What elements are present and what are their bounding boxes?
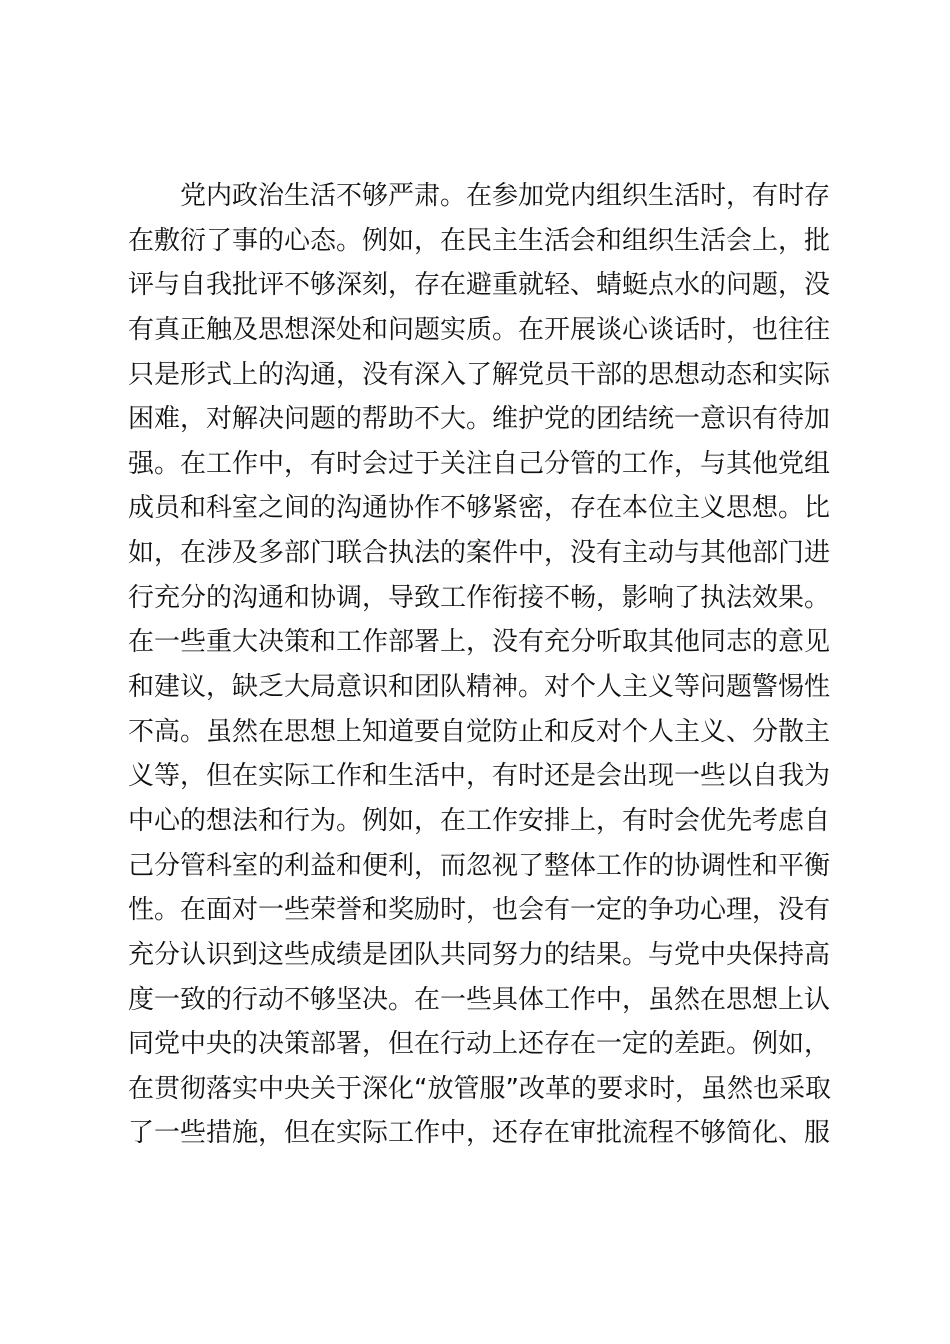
text-line-4: 有真正触及思想深处和问题实质。在开展谈心谈话时，也往往 — [128, 314, 831, 345]
text-line-6: 困难，对解决问题的帮助不大。维护党的团结统一意识有待加 — [128, 404, 831, 435]
text-line-14: 义等，但在实际工作和生活中，有时还是会出现一些以自我为 — [128, 761, 831, 792]
text-line-17: 性。在面对一些荣誉和奖励时，也会有一定的争功心理，没有 — [128, 895, 831, 926]
text-line-18: 充分认识到这些成绩是团队共同努力的结果。与党中央保持高 — [128, 939, 831, 970]
text-line-10: 行充分的沟通和协调，导致工作衔接不畅，影响了执法效果。 — [128, 582, 831, 613]
text-line-2: 在敷衍了事的心态。例如，在民主生活会和组织生活会上，批 — [128, 225, 831, 256]
text-line-13: 不高。虽然在思想上知道要自觉防止和反对个人主义、分散主 — [128, 716, 831, 747]
text-line-22: 了一些措施，但在实际工作中，还存在审批流程不够简化、服 — [128, 1118, 831, 1149]
text-line-1: 党内政治生活不够严肃。在参加党内组织生活时，有时存 — [180, 181, 831, 211]
text-line-5: 只是形式上的沟通，没有深入了解党员干部的思想动态和实际 — [128, 359, 831, 390]
text-line-21: 在贯彻落实中央关于深化“放管服”改革的要求时，虽然也采取 — [128, 1073, 831, 1104]
text-line-16: 己分管科室的利益和便利，而忽视了整体工作的协调性和平衡 — [128, 850, 831, 881]
text-line-19: 度一致的行动不够坚决。在一些具体工作中，虽然在思想上认 — [128, 984, 831, 1015]
text-line-9: 如，在涉及多部门联合执法的案件中，没有主动与其他部门进 — [128, 538, 831, 569]
text-line-11: 在一些重大决策和工作部署上，没有充分听取其他同志的意见 — [128, 627, 831, 658]
text-line-15: 中心的想法和行为。例如，在工作安排上，有时会优先考虑自 — [128, 805, 831, 836]
text-line-20: 同党中央的决策部署，但在行动上还存在一定的差距。例如， — [128, 1029, 831, 1060]
text-line-12: 和建议，缺乏大局意识和团队精神。对个人主义等问题警惕性 — [128, 672, 831, 703]
text-line-3: 评与自我批评不够深刻，存在避重就轻、蜻蜓点水的问题，没 — [128, 270, 831, 301]
body-paragraph — [128, 174, 831, 1156]
text-line-8: 成员和科室之间的沟通协作不够紧密，存在本位主义思想。比 — [128, 493, 831, 524]
text-line-7: 强。在工作中，有时会过于关注自己分管的工作，与其他党组 — [128, 448, 831, 479]
